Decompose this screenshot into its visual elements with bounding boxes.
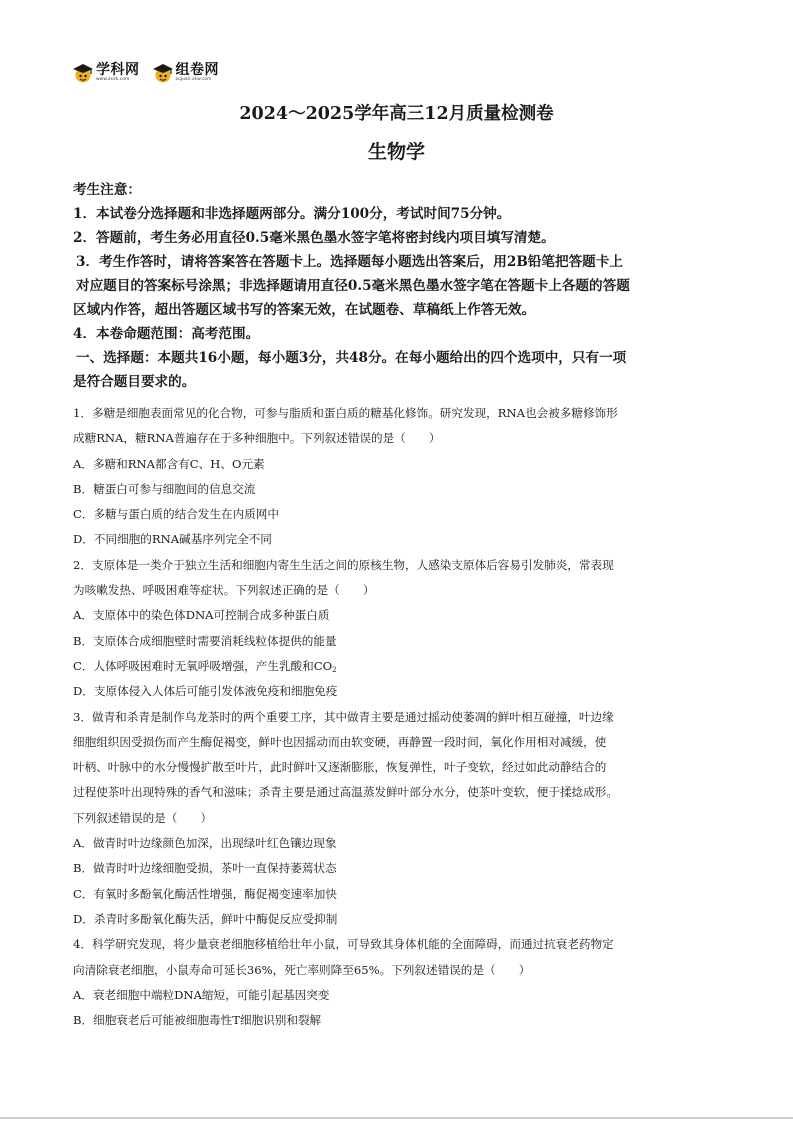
note-line: 3．考生作答时，请将答案答在答题卡上。选择题每小题选出答案后，用2B铅笔把答题卡上 <box>76 254 623 270</box>
exam-subject: 生物学 <box>367 141 425 163</box>
exam-title: 2024～2025学年高三12月质量检测卷 <box>239 104 554 124</box>
question-stem: 1．多糖是细胞表面常见的化合物，可参与脂质和蛋白质的糖基化修饰。研究发现，RNA也会被多糖修饰形 <box>73 406 618 420</box>
questions <box>73 401 725 1033</box>
option-d: D．杀青时多酚氧化酶失活，鲜叶中酶促反应受抑制 <box>73 911 338 926</box>
question-stem: 成糖RNA，糖RNA普遍存在于多种细胞中。下列叙述错误的是（ ） <box>73 431 441 446</box>
logo-name: 学科网 <box>96 62 140 79</box>
section-heading: 是符合题目要求的。 <box>73 374 196 390</box>
question-1 <box>73 401 725 553</box>
note-line: 区域内作答，超出答题区域书写的答案无效，在试题卷、草稿纸上作答无效。 <box>73 302 536 318</box>
option-a: A．衰老细胞中端粒DNA缩短，可能引起基因突变 <box>73 987 330 1002</box>
note-line: 2．答题前，考生务必用直径0.5毫米黑色墨水签字笔将密封线内项目填写清楚。 <box>73 230 555 246</box>
exam-notes <box>73 178 725 394</box>
question-stem: 向清除衰老细胞，小鼠寿命可延长36%，死亡率则降至65%。下列叙述错误的是（ ） <box>73 962 531 977</box>
option-a: A．支原体中的染色体DNA可控制合成多种蛋白质 <box>73 608 330 623</box>
question-2 <box>73 553 725 705</box>
logo-zujuan <box>152 62 220 84</box>
option-d: D．支原体侵入人体后可能引发体液免疫和细胞免疫 <box>73 684 338 699</box>
note-line: 对应题目的答案标号涂黑；非选择题请用直径0.5毫米黑色墨水签字笔在答题卡上各题的答题 <box>76 278 630 294</box>
logo-xueke <box>72 62 140 84</box>
question-stem: 下列叙述错误的是（ ） <box>73 810 213 825</box>
question-stem: 2．支原体是一类介于独立生活和细胞内寄生生活之间的原核生物，人感染支原体后容易引发肺炎，常表现 <box>73 557 614 572</box>
option-b: B．支原体合成细胞壁时需要消耗线粒体提供的能量 <box>73 633 337 648</box>
option-b: B．做青时叶边缘细胞受损，茶叶一直保持萎蔫状态 <box>73 861 337 876</box>
note-line: 1．本试卷分选择题和非选择题两部分。满分100分，考试时间75分钟。 <box>73 206 511 222</box>
graduation-cap-icon <box>72 62 94 84</box>
question-stem: 细胞组织因受损伤而产生酶促褐变，鲜叶也因摇动而由软变硬，再静置一段时间，氧化作用相对减缓，使 <box>73 734 607 749</box>
option-b: B．糖蛋白可参与细胞间的信息交流 <box>73 481 256 496</box>
note-line: 4．本卷命题范围：高考范围。 <box>73 326 260 342</box>
option-c: C．多糖与蛋白质的结合发生在内质网中 <box>73 507 279 522</box>
option-c <box>73 654 725 679</box>
option-c-text: C．人体呼吸困难时无氧呼吸增强，产生乳酸和CO <box>73 658 333 673</box>
question-stem: 为咳嗽发热、呼吸困难等症状。下列叙述正确的是（ ） <box>73 583 375 598</box>
logo-url: zujuan.xkw.com <box>175 77 212 83</box>
option-c: C．有氧时多酚氧化酶活性增强，酶促褐变速率加快 <box>73 886 337 901</box>
section-heading: 一、选择题：本题共16小题，每小题3分，共48分。在每小题给出的四个选项中，只有一项 <box>76 350 627 366</box>
question-3 <box>73 705 725 933</box>
question-4 <box>73 932 725 1033</box>
option-d: D．不同细胞的RNA碱基序列完全不同 <box>73 532 272 547</box>
question-stem: 叶柄、叶脉中的水分慢慢扩散至叶片，此时鲜叶又逐渐膨胀，恢复弹性，叶子变软，经过如此动静结合的 <box>73 760 607 775</box>
logo-name: 组卷网 <box>175 62 219 79</box>
question-stem: 过程使茶叶出现特殊的香气和滋味；杀青主要是通过高温蒸发鲜叶部分水分，使茶叶变软，便于揉捻成形。 <box>73 785 618 800</box>
option-b: B．细胞衰老后可能被细胞毒性T细胞识别和裂解 <box>73 1013 322 1028</box>
option-a: A．做青时叶边缘颜色加深，出现绿叶红色镶边现象 <box>73 836 337 851</box>
notes-heading: 考生注意： <box>73 182 141 198</box>
graduation-cap-icon <box>152 62 174 84</box>
question-stem: 3．做青和杀青是制作乌龙茶时的两个重要工序，其中做青主要是通过摇动使萎凋的鲜叶相互碰撞，叶边缘 <box>73 709 614 724</box>
header-logos <box>72 60 219 86</box>
page-bottom-divider <box>0 1117 793 1119</box>
logo-url: www.zxxk.com <box>96 77 130 83</box>
question-stem: 4．科学研究发现，将少量衰老细胞移植给壮年小鼠，可导致其身体机能的全面障碍，而通过抗衰老药物定 <box>73 937 614 952</box>
subscript: 2 <box>332 665 337 674</box>
option-a: A．多糖和RNA都含有C、H、O元素 <box>73 456 265 471</box>
